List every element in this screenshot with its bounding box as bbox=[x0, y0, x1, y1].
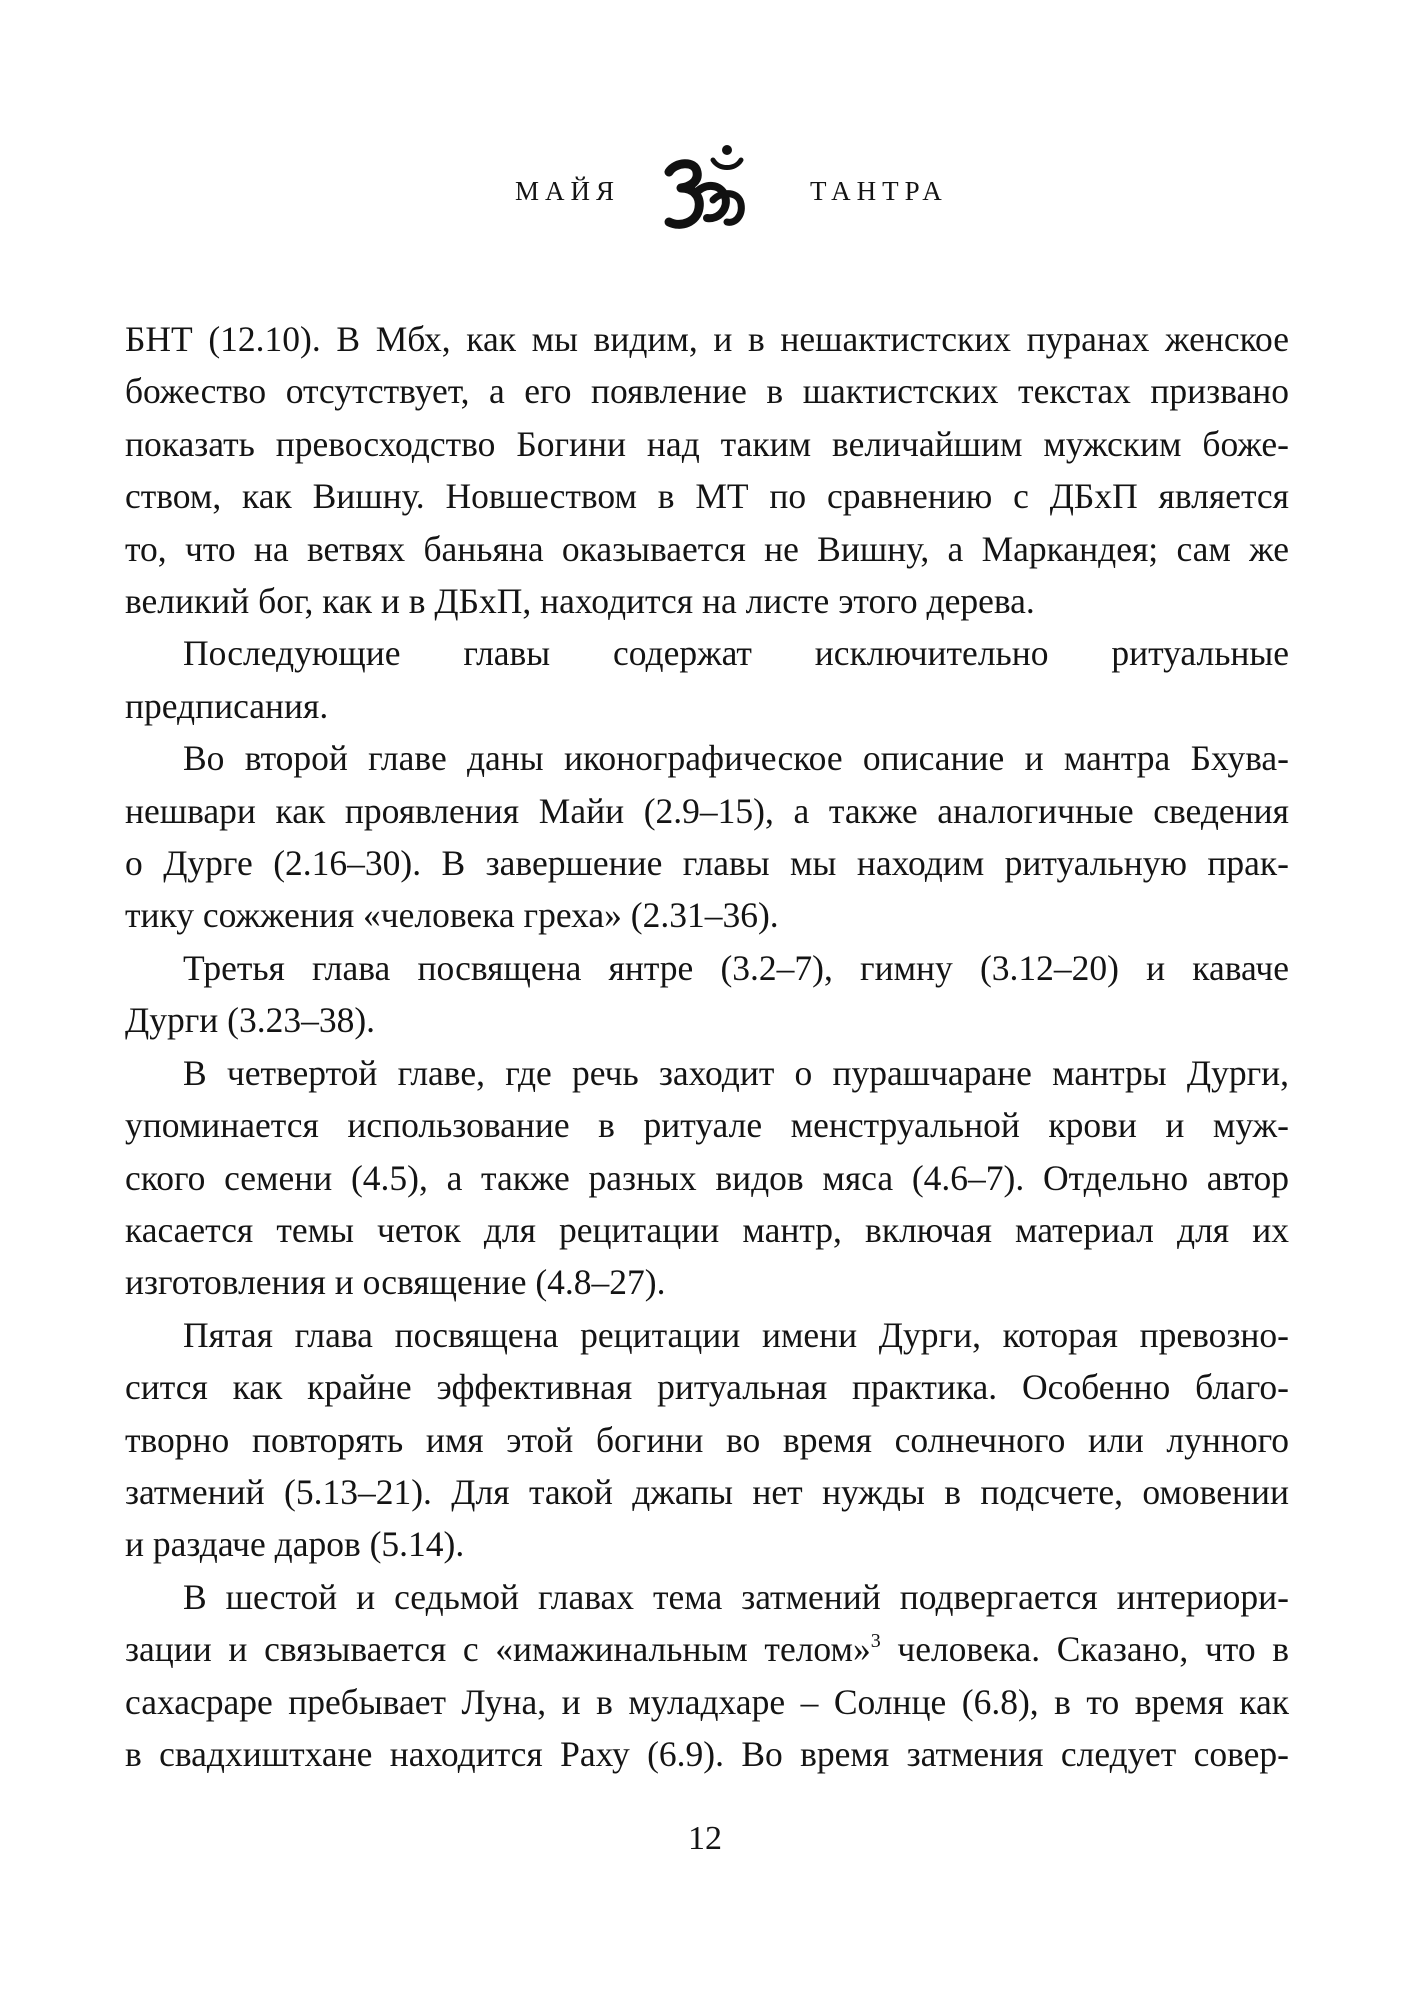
text-line: о Дурге (2.16–30). В завершение главы мы находим ритуальную прак- bbox=[125, 843, 1289, 884]
text-line: великий бог, как и в ДБхП, находится на листе этого дерева. bbox=[125, 581, 1035, 622]
header-right-title: ТАНТРА bbox=[810, 176, 948, 206]
text-line: затмений (5.13–21). Для такой джапы нет нужды в подсчете, омовении bbox=[125, 1471, 1289, 1512]
text-line: творно повторять имя этой богини во время солнечного или лунного bbox=[125, 1419, 1289, 1460]
text-line: то, что на ветвях баньяна оказывается не Вишну, а Маркандея; сам же bbox=[125, 528, 1289, 569]
text-line: касается темы четок для рецитации мантр, включая материал для их bbox=[125, 1209, 1289, 1250]
body-text bbox=[125, 313, 1289, 1780]
footnote-mark[interactable]: 3 bbox=[870, 1630, 881, 1653]
text-line: божество отсутствует, а его появление в шактистских текстах призвано bbox=[125, 371, 1289, 412]
text-line-with-footnote bbox=[125, 1623, 1289, 1675]
page-number: 12 bbox=[688, 1820, 722, 1857]
text-fragment: человека. Сказано, что в bbox=[897, 1629, 1290, 1670]
text-line: Последующие главы содержат исключительно ритуальные bbox=[183, 633, 1289, 674]
text-line: упоминается использование в ритуале менструальной крови и муж- bbox=[125, 1105, 1289, 1146]
text-line: Третья глава посвящена янтре (3.2–7), гимну (3.12–20) и каваче bbox=[183, 947, 1289, 988]
text-line: ского семени (4.5), а также разных видов мяса (4.6–7). Отдельно автор bbox=[125, 1157, 1289, 1198]
text-line: в свадхиштхане находится Раху (6.9). Во время затмения следует совер- bbox=[125, 1733, 1289, 1774]
running-header bbox=[0, 142, 1410, 252]
text-line: В шестой и седьмой главах тема затмений подвергается интериори- bbox=[183, 1576, 1289, 1617]
text-fragment: зации и связывается с «имажинальным телом» bbox=[125, 1629, 871, 1670]
text-line: и раздаче даров (5.14). bbox=[125, 1524, 465, 1565]
om-dot bbox=[722, 145, 732, 155]
text-line: Дурги (3.23–38). bbox=[125, 1000, 376, 1041]
text-line: показать превосходство Богини над таким величайшим мужским боже- bbox=[125, 423, 1289, 464]
text-line: Во второй главе даны иконографическое описание и мантра Бхува- bbox=[183, 738, 1289, 779]
text-line: ством, как Вишну. Новшеством в МТ по сравнению с ДБхП является bbox=[125, 476, 1289, 517]
text-line: сится как крайне эффективная ритуальная практика. Особенно благо- bbox=[125, 1367, 1289, 1408]
text-line: изготовления и освящение (4.8–27). bbox=[125, 1262, 666, 1303]
text-line: нешвари как проявления Майи (2.9–15), а также аналогичные сведения bbox=[125, 790, 1289, 831]
header-left-title: МАЙЯ bbox=[515, 176, 621, 206]
text-line: предписания. bbox=[125, 685, 329, 726]
text-line: БНТ (12.10). В Мбх, как мы видим, и в нешактистских пуранах женское bbox=[125, 319, 1289, 359]
om-icon bbox=[655, 142, 755, 238]
text-line: В четвертой главе, где речь заходит о пурашчаране мантры Дурги, bbox=[183, 1052, 1289, 1093]
text-line: тику сожжения «человека греха» (2.31–36). bbox=[125, 895, 779, 936]
text-line: Пятая глава посвящена рецитации имени Дурги, которая превозно- bbox=[183, 1314, 1289, 1355]
text-line: сахасраре пребывает Луна, и в муладхаре – Солнце (6.8), в то время как bbox=[125, 1681, 1289, 1722]
